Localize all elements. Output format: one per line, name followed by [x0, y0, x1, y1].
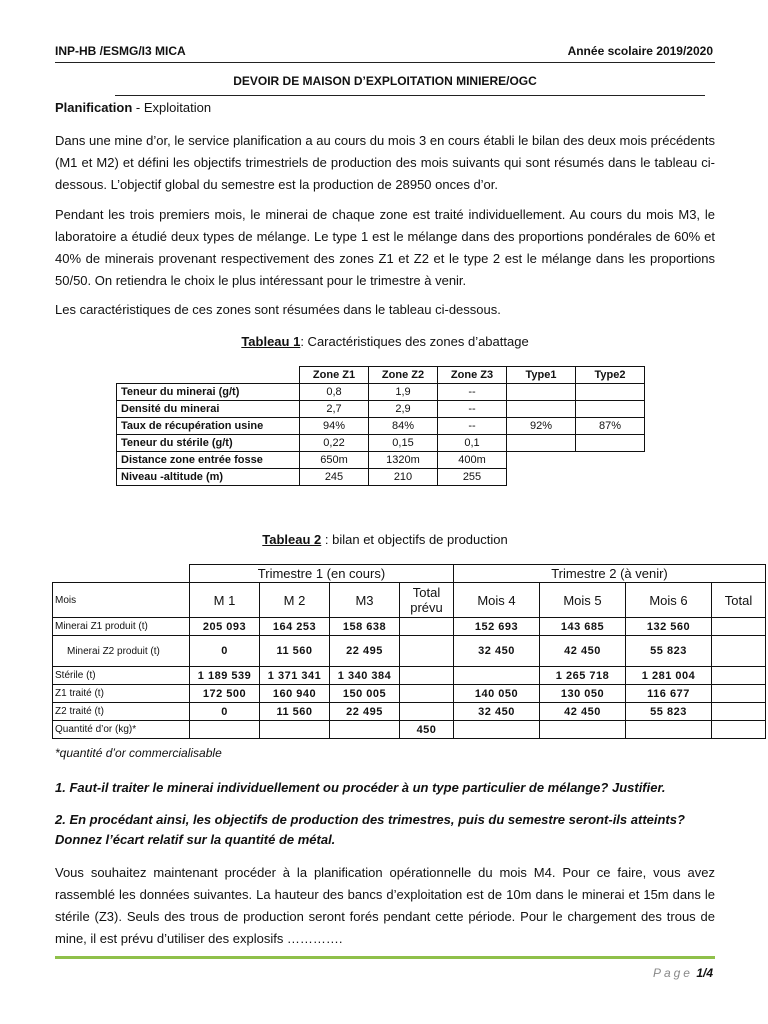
table-cell: 42 450	[540, 703, 626, 721]
page-number	[653, 966, 713, 980]
table-cell-empty	[507, 452, 576, 469]
table-cell: 116 677	[626, 685, 712, 703]
table-cell: 400m	[438, 452, 507, 469]
table-row	[53, 721, 766, 739]
table-cell: 164 253	[260, 618, 330, 636]
table-cell: 55 823	[626, 636, 712, 667]
table-cell: 94%	[300, 418, 369, 435]
table-cell	[540, 721, 626, 739]
section-heading-bold: Planification	[55, 100, 133, 115]
page-number-value: 1/4	[696, 966, 713, 980]
table-cell	[712, 618, 766, 636]
table-cell: 42 450	[540, 636, 626, 667]
table-cell: 255	[438, 469, 507, 486]
table-cell: 2,9	[369, 401, 438, 418]
question-1: 1. Faut-il traiter le minerai individuellement ou procéder à un type particulier de mélange? Justifier.	[55, 780, 666, 795]
header-school-year: Année scolaire 2019/2020	[567, 44, 713, 58]
table-cell: 22 495	[330, 636, 400, 667]
table-cell	[400, 685, 454, 703]
table-cell: 245	[300, 469, 369, 486]
table-cell	[712, 703, 766, 721]
paragraph-table-intro: Les caractéristiques de ces zones sont résumées dans le tableau ci-dessous.	[55, 302, 501, 317]
table-cell	[400, 703, 454, 721]
table-cell: 150 005	[330, 685, 400, 703]
table-cell	[330, 721, 400, 739]
table2-caption-text: : bilan et objectifs de production	[321, 532, 508, 547]
row-label: Distance zone entrée fosse	[117, 452, 300, 469]
table-cell	[507, 384, 576, 401]
row-label: Teneur du minerai (g/t)	[117, 384, 300, 401]
table-cell: 1 265 718	[540, 667, 626, 685]
table1-caption-text: : Caractéristiques des zones d’abattage	[300, 334, 529, 349]
table-cell: 0,15	[369, 435, 438, 452]
zones-table	[116, 366, 645, 486]
table-cell: 205 093	[190, 618, 260, 636]
table-cell: 11 560	[260, 703, 330, 721]
table-column-header: Total	[712, 583, 766, 618]
table-column-header: Type2	[576, 367, 645, 384]
table-cell: 210	[369, 469, 438, 486]
table-cell: 1 281 004	[626, 667, 712, 685]
table-row	[53, 685, 766, 703]
table-cell	[576, 384, 645, 401]
table1-caption-label: Tableau 1	[241, 334, 301, 349]
paragraph-intro: Dans une mine d’or, le service planification a au cours du mois 3 en cours établi le bilan des deux mois précédents (M1 et M2) et défini les objectifs trimestriels de production des mois suivants qui sont résumés dans le tableau ci-dessous. L’objectif global du semestre est la production de 28950 onces d’or.	[55, 133, 715, 192]
table-cell: 0	[190, 703, 260, 721]
table-cell: 1,9	[369, 384, 438, 401]
table-row	[117, 452, 645, 469]
table-cell	[712, 721, 766, 739]
table-cell: 11 560	[260, 636, 330, 667]
table-cell	[400, 636, 454, 667]
title-divider	[115, 95, 705, 96]
table-cell	[190, 721, 260, 739]
table-cell	[400, 618, 454, 636]
table-group-header: Trimestre 1 (en cours)	[190, 565, 454, 583]
header-divider	[55, 62, 715, 63]
table-cell	[400, 667, 454, 685]
table-cell: --	[438, 384, 507, 401]
table-column-header: Total prévu	[400, 583, 454, 618]
table-corner	[117, 367, 300, 384]
table-cell	[712, 685, 766, 703]
table-cell: 0,8	[300, 384, 369, 401]
table-cell: 140 050	[454, 685, 540, 703]
table-cell: 32 450	[454, 703, 540, 721]
table-cell: 0	[190, 636, 260, 667]
table-column-header: M 1	[190, 583, 260, 618]
table-row	[117, 384, 645, 401]
table-cell: --	[438, 418, 507, 435]
table-cell-empty	[576, 469, 645, 486]
row-label: Z2 traité (t)	[53, 703, 190, 721]
table-cell	[712, 667, 766, 685]
table-cell: 1 189 539	[190, 667, 260, 685]
production-table	[52, 564, 766, 739]
table-cell: 1320m	[369, 452, 438, 469]
table-cell: 172 500	[190, 685, 260, 703]
table-column-header: M 2	[260, 583, 330, 618]
table-row	[53, 636, 766, 667]
table2-caption	[55, 532, 715, 547]
table-cell: 132 560	[626, 618, 712, 636]
table-cell: 87%	[576, 418, 645, 435]
table-cell: 0,1	[438, 435, 507, 452]
header-institution: INP-HB /ESMG/I3 MICA	[55, 44, 186, 58]
table-cell	[576, 435, 645, 452]
table-column-header: Zone Z1	[300, 367, 369, 384]
table-cell	[576, 401, 645, 418]
table-column-header: Zone Z3	[438, 367, 507, 384]
table-corner	[53, 565, 190, 583]
section-heading	[55, 100, 211, 115]
table-cell	[454, 667, 540, 685]
table-cell: 158 638	[330, 618, 400, 636]
table-row	[53, 618, 766, 636]
table-cell	[507, 401, 576, 418]
table-column-header: Type1	[507, 367, 576, 384]
table-cell: 130 050	[540, 685, 626, 703]
table-column-header: Mois 6	[626, 583, 712, 618]
table-row	[53, 667, 766, 685]
table1-caption	[55, 334, 715, 349]
table-row	[117, 401, 645, 418]
table-row	[117, 435, 645, 452]
row-label: Minerai Z2 produit (t)	[53, 636, 190, 667]
question-2: 2. En procédant ainsi, les objectifs de production des trimestres, puis du semestre seront-ils atteints? Donnez l’écart relatif sur la quantité de métal.	[55, 812, 685, 847]
section-heading-rest: - Exploitation	[132, 100, 212, 115]
table-cell	[260, 721, 330, 739]
row-label: Z1 traité (t)	[53, 685, 190, 703]
table-cell: 0,22	[300, 435, 369, 452]
table-group-row	[53, 565, 766, 583]
page-title: DEVOIR DE MAISON D’EXPLOITATION MINIERE/OGC	[233, 74, 537, 88]
table-cell: 1 340 384	[330, 667, 400, 685]
row-label: Niveau -altitude (m)	[117, 469, 300, 486]
table-cell-empty	[576, 452, 645, 469]
table-cell	[626, 721, 712, 739]
table-cell: 32 450	[454, 636, 540, 667]
row-label: Stérile (t)	[53, 667, 190, 685]
table-cell: 1 371 341	[260, 667, 330, 685]
row-label: Minerai Z1 produit (t)	[53, 618, 190, 636]
table-column-header: M3	[330, 583, 400, 618]
table-cell	[454, 721, 540, 739]
table-cell: 22 495	[330, 703, 400, 721]
table-cell: 2,7	[300, 401, 369, 418]
table-column-header: Zone Z2	[369, 367, 438, 384]
footer-divider	[55, 956, 715, 959]
row-label: Taux de récupération usine	[117, 418, 300, 435]
table-cell: 84%	[369, 418, 438, 435]
table-cell: 160 940	[260, 685, 330, 703]
table-cell: --	[438, 401, 507, 418]
row-header-label: Mois	[53, 583, 190, 618]
page-word: Page	[652, 966, 693, 980]
table-row	[53, 703, 766, 721]
row-label: Densité du minerai	[117, 401, 300, 418]
table-cell: 450	[400, 721, 454, 739]
table-cell-empty	[507, 469, 576, 486]
paragraph-mixes: Pendant les trois premiers mois, le minerai de chaque zone est traité individuellement. Au cours du mois M3, le laboratoire a étudié deux types de mélange. Le type 1 est le mélange dans des proportions pondérales de 60% et 40% de minerais provenant respectivement des zones Z1 et Z2 et le type 2 est le mélange dans les proportions 50/50. On retiendra le choix le plus intéressant pour le trimestre à venir.	[55, 207, 715, 288]
table-header-row	[53, 583, 766, 618]
table-row	[117, 469, 645, 486]
table-cell	[712, 636, 766, 667]
table2-caption-label: Tableau 2	[262, 532, 322, 547]
table-cell: 143 685	[540, 618, 626, 636]
table-cell	[507, 435, 576, 452]
table-column-header: Mois 4	[454, 583, 540, 618]
paragraph-closing: Vous souhaitez maintenant procéder à la planification opérationnelle du mois M4. Pour ce faire, vous avez rassemblé les données suivantes. La hauteur des bancs d’exploitation est de 10m dans le minerai et 15m dans le stérile (Z3). Seuls des trous de production seront forés pendant cette période. Pour le chargement des trous de mine, il est prévu d’utiliser des explosifs ………….	[55, 865, 715, 946]
table-cell: 152 693	[454, 618, 540, 636]
row-label: Teneur du stérile (g/t)	[117, 435, 300, 452]
table2-footnote: *quantité d’or commercialisable	[55, 746, 222, 760]
row-label: Quantité d’or (kg)*	[53, 721, 190, 739]
table-cell: 650m	[300, 452, 369, 469]
table-row	[117, 418, 645, 435]
table-group-header: Trimestre 2 (à venir)	[454, 565, 766, 583]
table-header-row	[117, 367, 645, 384]
table-cell: 92%	[507, 418, 576, 435]
table-column-header: Mois 5	[540, 583, 626, 618]
table-cell: 55 823	[626, 703, 712, 721]
